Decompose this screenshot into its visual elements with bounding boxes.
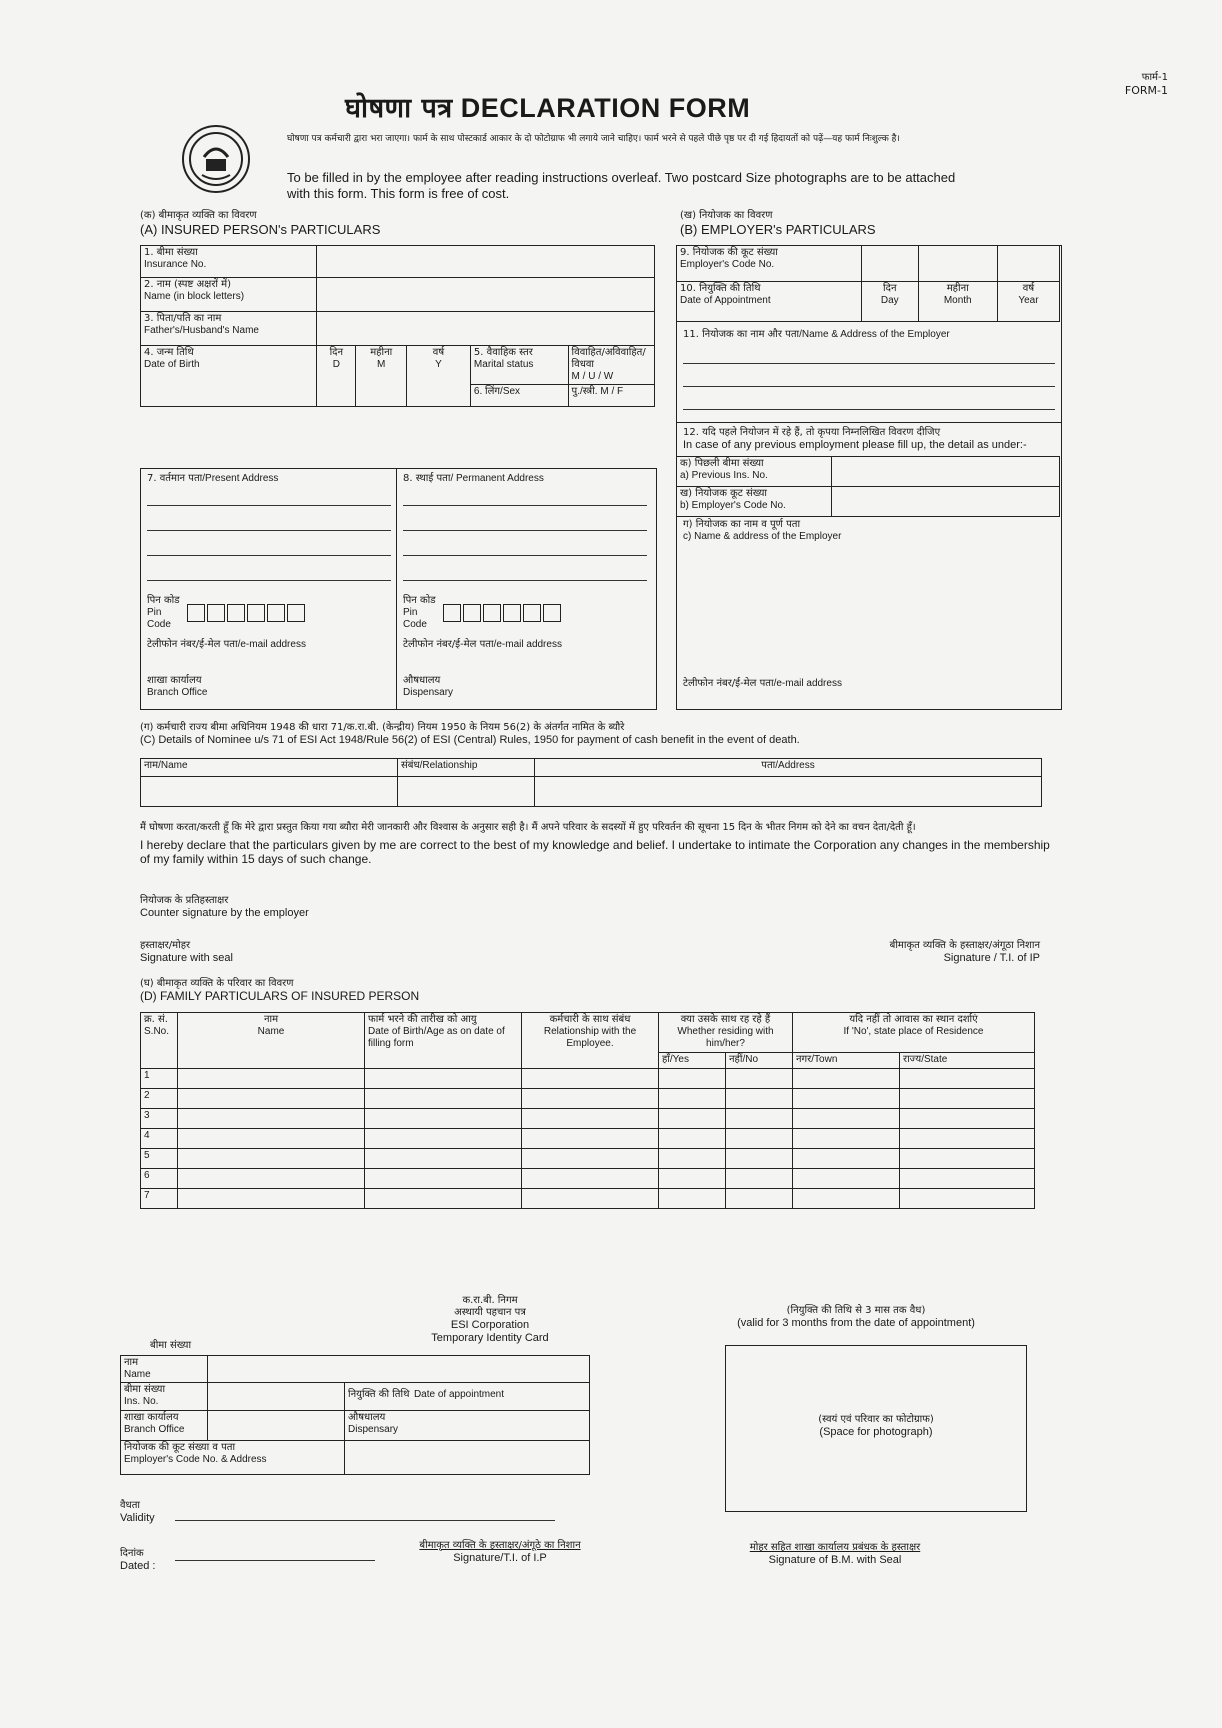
family-row <box>141 1069 1035 1089</box>
dob-month[interactable]: महीना M <box>356 346 407 407</box>
section-b-title: (ख) नियोजक का विवरण (B) EMPLOYER's PARTICULARS <box>680 210 876 237</box>
dob-day[interactable]: दिन D <box>317 346 356 407</box>
present-pin-label: पिन कोड Pin Code <box>147 595 180 630</box>
tic-name-field[interactable] <box>208 1356 590 1383</box>
form-title <box>345 88 750 125</box>
prev-ins-label: क) पिछली बीमा संख्या a) Previous Ins. No. <box>677 457 832 487</box>
family-row-cell[interactable] <box>900 1169 1035 1189</box>
insurance-no-field[interactable] <box>317 246 655 278</box>
family-row-cell[interactable] <box>900 1109 1035 1129</box>
ip-signature: बीमाकृत व्यक्ति के हस्ताक्षर/अंगूठा निशान Signature / T.I. of IP <box>889 940 1040 964</box>
family-row-sno: 3 <box>141 1109 178 1129</box>
tic-branch-field[interactable] <box>208 1411 345 1441</box>
prev-employer-name[interactable]: ग) नियोजक का नाम व पूर्ण पता c) Name & address of the Employer <box>683 519 842 542</box>
sex-label: 6. लिंग/Sex <box>470 385 568 407</box>
employer-particulars <box>676 245 1062 710</box>
family-row-cell[interactable] <box>900 1089 1035 1109</box>
family-col-place: यदि नहीं तो आवास का स्थान दर्शाएं If 'No', state place of Residence <box>793 1013 1035 1053</box>
family-row-cell[interactable] <box>659 1189 726 1209</box>
family-row-cell[interactable] <box>900 1069 1035 1089</box>
present-address[interactable]: 7. वर्तमान पता/Present Address पिन कोड Pin Code टेलीफोन नंबर/ई-मेल पता/e-mail address शाखा कार्यालय Branch Office <box>147 473 391 699</box>
family-row-cell[interactable] <box>793 1089 900 1109</box>
doa-label: 10. नियुक्ति की तिथि Date of Appointment <box>677 282 862 322</box>
family-row-sno: 2 <box>141 1089 178 1109</box>
marital-status-label: 5. वैवाहिक स्तर Marital status <box>470 346 568 385</box>
nominee-name-field[interactable] <box>141 777 398 807</box>
prev-code-label: ख) नियोजक कूट संख्या b) Employer's Code No. <box>677 487 832 517</box>
family-row-cell[interactable] <box>793 1109 900 1129</box>
family-col-yes: हाँ/Yes <box>659 1053 726 1069</box>
family-row-cell[interactable] <box>178 1149 365 1169</box>
family-row-cell[interactable] <box>659 1169 726 1189</box>
family-row-cell[interactable] <box>900 1149 1035 1169</box>
family-row-cell[interactable] <box>659 1089 726 1109</box>
family-row-cell[interactable] <box>365 1069 522 1089</box>
tic-title: क.रा.बी. निगम अस्थायी पहचान पत्र ESI Corporation Temporary Identity Card <box>431 1295 549 1344</box>
employer-code-box-2[interactable] <box>918 246 997 282</box>
employer-code-box-3[interactable] <box>997 246 1059 282</box>
tic-doa-label[interactable]: नियुक्ति की तिथि Date of appointment <box>345 1383 590 1411</box>
family-row <box>141 1169 1035 1189</box>
dispensary-label: औषधालय Dispensary <box>403 675 454 698</box>
family-row-cell[interactable] <box>900 1189 1035 1209</box>
nominee-relationship-field[interactable] <box>398 777 535 807</box>
family-row-cell[interactable] <box>726 1149 793 1169</box>
family-row-cell[interactable] <box>522 1069 659 1089</box>
family-row-cell[interactable] <box>726 1129 793 1149</box>
family-col-dob: फार्म भरने की तारीख को आयु Date of Birth/Age as on date of filling form <box>365 1013 522 1069</box>
family-row-cell[interactable] <box>726 1089 793 1109</box>
tic-dated: दिनांक Dated : <box>120 1548 156 1572</box>
family-row-cell[interactable] <box>365 1189 522 1209</box>
insurance-no-label: 1. बीमा संख्या Insurance No. <box>141 246 317 278</box>
nominee-col-relationship: संबंध/Relationship <box>398 759 535 777</box>
sex-options[interactable]: पु./स्त्री. M / F <box>568 385 654 407</box>
photo-space: (स्वयं एवं परिवार का फोटोग्राफ) (Space for photograph) <box>725 1345 1027 1512</box>
prev-code-field[interactable] <box>832 487 1060 517</box>
form-title-english: DECLARATION FORM <box>460 93 751 123</box>
prev-ins-field[interactable] <box>832 457 1060 487</box>
family-row-cell[interactable] <box>178 1189 365 1209</box>
family-row-cell[interactable] <box>522 1149 659 1169</box>
family-row-sno: 4 <box>141 1129 178 1149</box>
form-number: फार्म-1 FORM-1 <box>1124 72 1168 97</box>
nominee-col-address: पता/Address <box>535 759 1042 777</box>
name-field[interactable] <box>317 278 655 312</box>
permanent-pin-label: पिन कोड Pin Code <box>403 595 436 630</box>
family-row-sno: 1 <box>141 1069 178 1089</box>
family-row-cell[interactable] <box>522 1129 659 1149</box>
family-row-cell[interactable] <box>793 1169 900 1189</box>
family-row-cell[interactable] <box>659 1069 726 1089</box>
family-col-no: नहीं/No <box>726 1053 793 1069</box>
esic-emblem-icon <box>184 127 248 191</box>
family-table <box>140 1012 1035 1209</box>
family-row-cell[interactable] <box>659 1129 726 1149</box>
dob-label: 4. जन्म तिथि Date of Birth <box>141 346 317 407</box>
permanent-pin-boxes[interactable] <box>443 604 563 622</box>
family-row-cell[interactable] <box>522 1109 659 1129</box>
family-row-cell[interactable] <box>178 1069 365 1089</box>
family-row-cell[interactable] <box>659 1109 726 1129</box>
family-row-cell[interactable] <box>793 1189 900 1209</box>
employer-code-label: 9. नियोजक की कूट संख्या Employer's Code No. <box>677 246 862 282</box>
marital-status-options[interactable]: विवाहित/अविवाहित/विधवा M / U / W <box>568 346 654 385</box>
employer-code-box-1[interactable] <box>862 246 919 282</box>
family-row-cell[interactable] <box>522 1169 659 1189</box>
tic-ip-signature: बीमाकृत व्यक्ति के हस्ताक्षर/अंगूठे का निशान Signature/T.I. of I.P <box>419 1540 581 1564</box>
family-row <box>141 1189 1035 1209</box>
employer-name-address[interactable]: 11. नियोजक का नाम और पता/Name & Address of the Employer <box>677 321 1061 410</box>
tic-employer-label: नियोजक की कूट संख्या व पता Employer's Code No. & Address <box>121 1441 345 1475</box>
family-row-cell[interactable] <box>365 1129 522 1149</box>
employer-tel-label: टेलीफोन नंबर/ई-मेल पता/e-mail address <box>683 678 842 689</box>
family-row-cell[interactable] <box>178 1109 365 1129</box>
branch-office-label: शाखा कार्यालय Branch Office <box>147 675 208 698</box>
father-name-field[interactable] <box>317 312 655 346</box>
name-label: 2. नाम (स्पष्ट अक्षरों में) Name (in block letters) <box>141 278 317 312</box>
family-row-cell[interactable] <box>522 1189 659 1209</box>
family-row-cell[interactable] <box>793 1149 900 1169</box>
permanent-tel-label: टेलीफोन नंबर/ई-मेल पता/e-mail address <box>403 639 562 650</box>
form-title-hindi: घोषणा पत्र <box>345 93 453 124</box>
doa-day[interactable]: दिन Day <box>862 282 919 322</box>
tic-validity: वैधता Validity <box>120 1500 155 1524</box>
family-col-name: नाम Name <box>178 1013 365 1069</box>
nominee-table <box>140 758 1042 807</box>
family-col-relationship: कर्मचारी के साथ संबंध Relationship with the Employee. <box>522 1013 659 1069</box>
family-col-state: राज्य/State <box>900 1053 1035 1069</box>
tic-ins-label: बीमा संख्या Ins. No. <box>121 1383 208 1411</box>
declaration: मैं घोषणा करता/करती हूँ कि मेरे द्वारा प्रस्तुत किया गया ब्यौरा मेरी जानकारी और विश्वास के अनुसार सही है। मैं अपने परिवार के सदस्यों में हुए परिवर्तन की सूचना 15 दिन के भीतर निगम को देने का वचन देता/देती हूँ। I hereby declare that the particulars given by me are correct to the best of my knowledge and belief. I undertake to intimate the Corporation any changes in the membership of my family within 15 days of such change. <box>140 822 1050 866</box>
family-row-cell[interactable] <box>178 1129 365 1149</box>
section-a-title: (क) बीमाकृत व्यक्ति का विवरण (A) INSURED PERSON's PARTICULARS <box>140 210 381 237</box>
insured-particulars-table <box>140 245 655 407</box>
tic-table <box>120 1355 590 1475</box>
esic-logo <box>182 125 250 193</box>
section-d-title: (घ) बीमाकृत व्यक्ति के परिवार का विवरण (D) FAMILY PARTICULARS OF INSURED PERSON <box>140 978 420 1003</box>
family-row-cell[interactable] <box>793 1069 900 1089</box>
counter-signature: नियोजक के प्रतिहस्ताक्षर Counter signature by the employer <box>140 895 309 919</box>
family-col-residing: क्या उसके साथ रह रहे हैं Whether residing with him/her? <box>659 1013 793 1053</box>
previous-employment: 12. यदि पहले नियोजन में रहे हैं, तो कृपया निम्नलिखित विवरण दीजिए In case of any previous employment please fill up, the detail as under:- <box>677 422 1061 456</box>
tic-dispensary-label[interactable]: औषधालय Dispensary <box>345 1411 590 1441</box>
family-row-cell[interactable] <box>365 1089 522 1109</box>
family-row-cell[interactable] <box>178 1089 365 1109</box>
nominee-address-field[interactable] <box>535 777 1042 807</box>
family-col-town: नगर/Town <box>793 1053 900 1069</box>
tic-employer-field[interactable] <box>345 1441 590 1475</box>
family-row <box>141 1089 1035 1109</box>
family-row-sno: 6 <box>141 1169 178 1189</box>
tic-branch-label: शाखा कार्यालय Branch Office <box>121 1411 208 1441</box>
tic-ins-field[interactable] <box>208 1383 345 1411</box>
family-row-cell[interactable] <box>726 1109 793 1129</box>
family-row-cell[interactable] <box>365 1109 522 1129</box>
address-block <box>140 468 657 710</box>
family-row-cell[interactable] <box>365 1149 522 1169</box>
family-row-sno: 5 <box>141 1149 178 1169</box>
permanent-address[interactable]: 8. स्थाई पता/ Permanent Address पिन कोड Pin Code टेलीफोन नंबर/ई-मेल पता/e-mail address औषधालय Dispensary <box>403 473 647 699</box>
dob-year[interactable]: वर्ष Y <box>406 346 470 407</box>
family-col-sno: क्र. सं. S.No. <box>141 1013 178 1069</box>
section-c-title: (ग) कर्मचारी राज्य बीमा अधिनियम 1948 की धारा 71/क.रा.बी. (केन्द्रीय) नियम 1950 के नियम 56(2) के अंतर्गत नामित के ब्यौरे (C) Details of Nominee u/s 71 of ESI Act 1948/Rule 56(2) of ESI (Central) Rules, 1950 for payment of cash benefit in the event of death. <box>140 722 800 746</box>
family-row-cell[interactable] <box>365 1169 522 1189</box>
employer-signature-seal: हस्ताक्षर/मोहर Signature with seal <box>140 940 233 964</box>
present-tel-label: टेलीफोन नंबर/ई-मेल पता/e-mail address <box>147 639 306 650</box>
intro-english: To be filled in by the employee after reading instructions overleaf. Two postcard Size photographs are to be attached with this form. This form is free of cost. <box>287 170 956 201</box>
family-row-cell[interactable] <box>178 1169 365 1189</box>
family-row-sno: 7 <box>141 1189 178 1209</box>
family-row-cell[interactable] <box>793 1129 900 1149</box>
family-row <box>141 1109 1035 1129</box>
doa-year[interactable]: वर्ष Year <box>997 282 1059 322</box>
family-row-cell[interactable] <box>522 1089 659 1109</box>
bm-signature: मोहर सहित शाखा कार्यालय प्रबंधक के हस्ताक्षर Signature of B.M. with Seal <box>749 1542 921 1566</box>
tic-validity-note: (नियुक्ति की तिथि से 3 मास तक वैध) (valid for 3 months from the date of appointment) <box>737 1305 975 1329</box>
tic-ip-no: बीमा संख्या <box>150 1340 192 1351</box>
family-row-cell[interactable] <box>900 1129 1035 1149</box>
father-name-label: 3. पिता/पति का नाम Father's/Husband's Name <box>141 312 317 346</box>
family-row-cell[interactable] <box>726 1189 793 1209</box>
family-row-cell[interactable] <box>726 1169 793 1189</box>
present-pin-boxes[interactable] <box>187 604 307 622</box>
nominee-col-name: नाम/Name <box>141 759 398 777</box>
tic-name-label: नाम Name <box>121 1356 208 1383</box>
intro-hindi: घोषणा पत्र कर्मचारी द्वारा भरा जाएगा। फार्म के साथ पोस्टकार्ड आकार के दो फोटोग्राफ भी लगाये जाने चाहिए। फार्म भरने से पहले पीछे पृष्ठ पर दी गई हिदायतों को पढ़ें—यह फार्म निःशुल्क है। <box>287 134 900 144</box>
family-row <box>141 1129 1035 1149</box>
family-row <box>141 1149 1035 1169</box>
family-row-cell[interactable] <box>659 1149 726 1169</box>
doa-month[interactable]: महीना Month <box>918 282 997 322</box>
family-row-cell[interactable] <box>726 1069 793 1089</box>
